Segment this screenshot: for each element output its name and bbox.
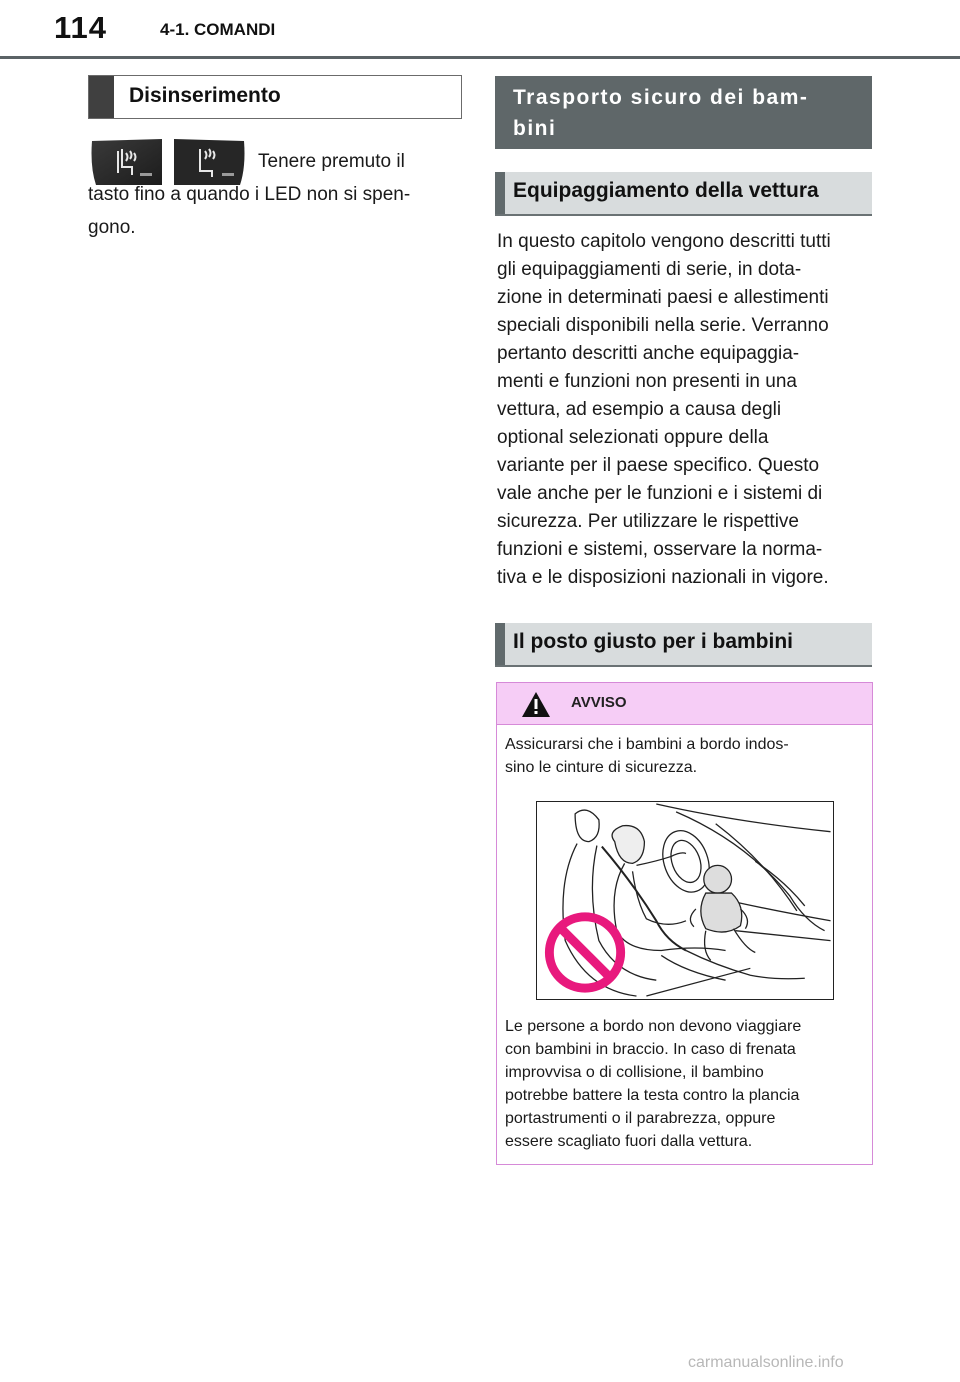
paragraph-line: pertanto descritti anche equipaggia-: [497, 343, 800, 364]
warning-triangle-icon: [521, 691, 551, 718]
warning-line: portastrumenti o il parabrezza, oppure: [505, 1110, 776, 1127]
paragraph-line: gli equipaggiamenti di serie, in dota-: [497, 259, 802, 280]
chapter-heading-line: bini: [513, 117, 557, 140]
equipment-paragraph: [497, 228, 872, 592]
instruction-line: tasto fino a quando i LED non si spen-: [88, 184, 411, 205]
warning-title: AVVISO: [571, 694, 627, 711]
paragraph-line: tiva e le disposizioni nazionali in vigore.: [497, 567, 829, 588]
paragraph-line: menti e funzioni non presenti in una: [497, 371, 797, 392]
warning-line: potrebbe battere la testa contro la plancia: [505, 1087, 800, 1104]
header-divider: [0, 56, 960, 59]
subheading-equipaggiamento: [495, 172, 872, 216]
paragraph-line: speciali disponibili nella serie. Verranno: [497, 315, 829, 336]
warning-line: sino le cinture di sicurezza.: [505, 759, 698, 776]
warning-detail: [505, 1015, 855, 1153]
heading-title: Disinserimento: [129, 84, 281, 107]
chapter-heading-line: Trasporto sicuro dei bam-: [513, 86, 809, 109]
subheading-accent-bar: [495, 623, 505, 665]
page-number: 114: [54, 10, 108, 45]
paragraph-line: funzioni e sistemi, osservare la norma-: [497, 539, 823, 560]
prohibited-child-in-arms-illustration: [536, 801, 834, 1000]
subheading-title: Equipaggiamento della vettura: [513, 179, 819, 202]
paragraph-line: In questo capitolo vengono descritti tutti: [497, 231, 831, 252]
warning-line: improvvisa o di collisione, il bambino: [505, 1064, 764, 1081]
chapter-heading-title: [513, 82, 853, 144]
warning-header: [497, 683, 872, 725]
section-title: 4-1. COMANDI: [160, 20, 276, 39]
heading-accent-bar: [89, 76, 114, 118]
chapter-heading: [495, 76, 872, 149]
footer-watermark: carmanualsonline.info: [688, 1354, 844, 1371]
warning-intro: [505, 733, 855, 779]
instruction-line: gono.: [88, 217, 136, 238]
paragraph-line: variante per il paese specifico. Questo: [497, 455, 820, 476]
paragraph-line: sicurezza. Per utilizzare le rispettive: [497, 511, 799, 532]
warning-line: Le persone a bordo non devono viaggiare: [505, 1018, 802, 1035]
subheading-posto-giusto: [495, 623, 872, 667]
subheading-accent-bar: [495, 172, 505, 214]
warning-box: [496, 682, 873, 1165]
paragraph-line: vettura, ad esempio a causa degli: [497, 399, 782, 420]
warning-line: Assicurarsi che i bambini a bordo indos-: [505, 736, 789, 753]
paragraph-line: vale anche per le funzioni e i sistemi di: [497, 483, 823, 504]
subheading-title: Il posto giusto per i bambini: [513, 630, 794, 653]
warning-line: essere scagliato fuori dalla vettura.: [505, 1133, 753, 1150]
heading-disinserimento: [88, 75, 462, 119]
paragraph-line: zione in determinati paesi e allestimenti: [497, 287, 829, 308]
warning-line: con bambini in braccio. In caso di frenata: [505, 1041, 796, 1058]
instruction-line: Tenere premuto il: [258, 151, 405, 172]
paragraph-line: optional selezionati oppure della: [497, 427, 769, 448]
disinserimento-instructions: [88, 145, 462, 244]
